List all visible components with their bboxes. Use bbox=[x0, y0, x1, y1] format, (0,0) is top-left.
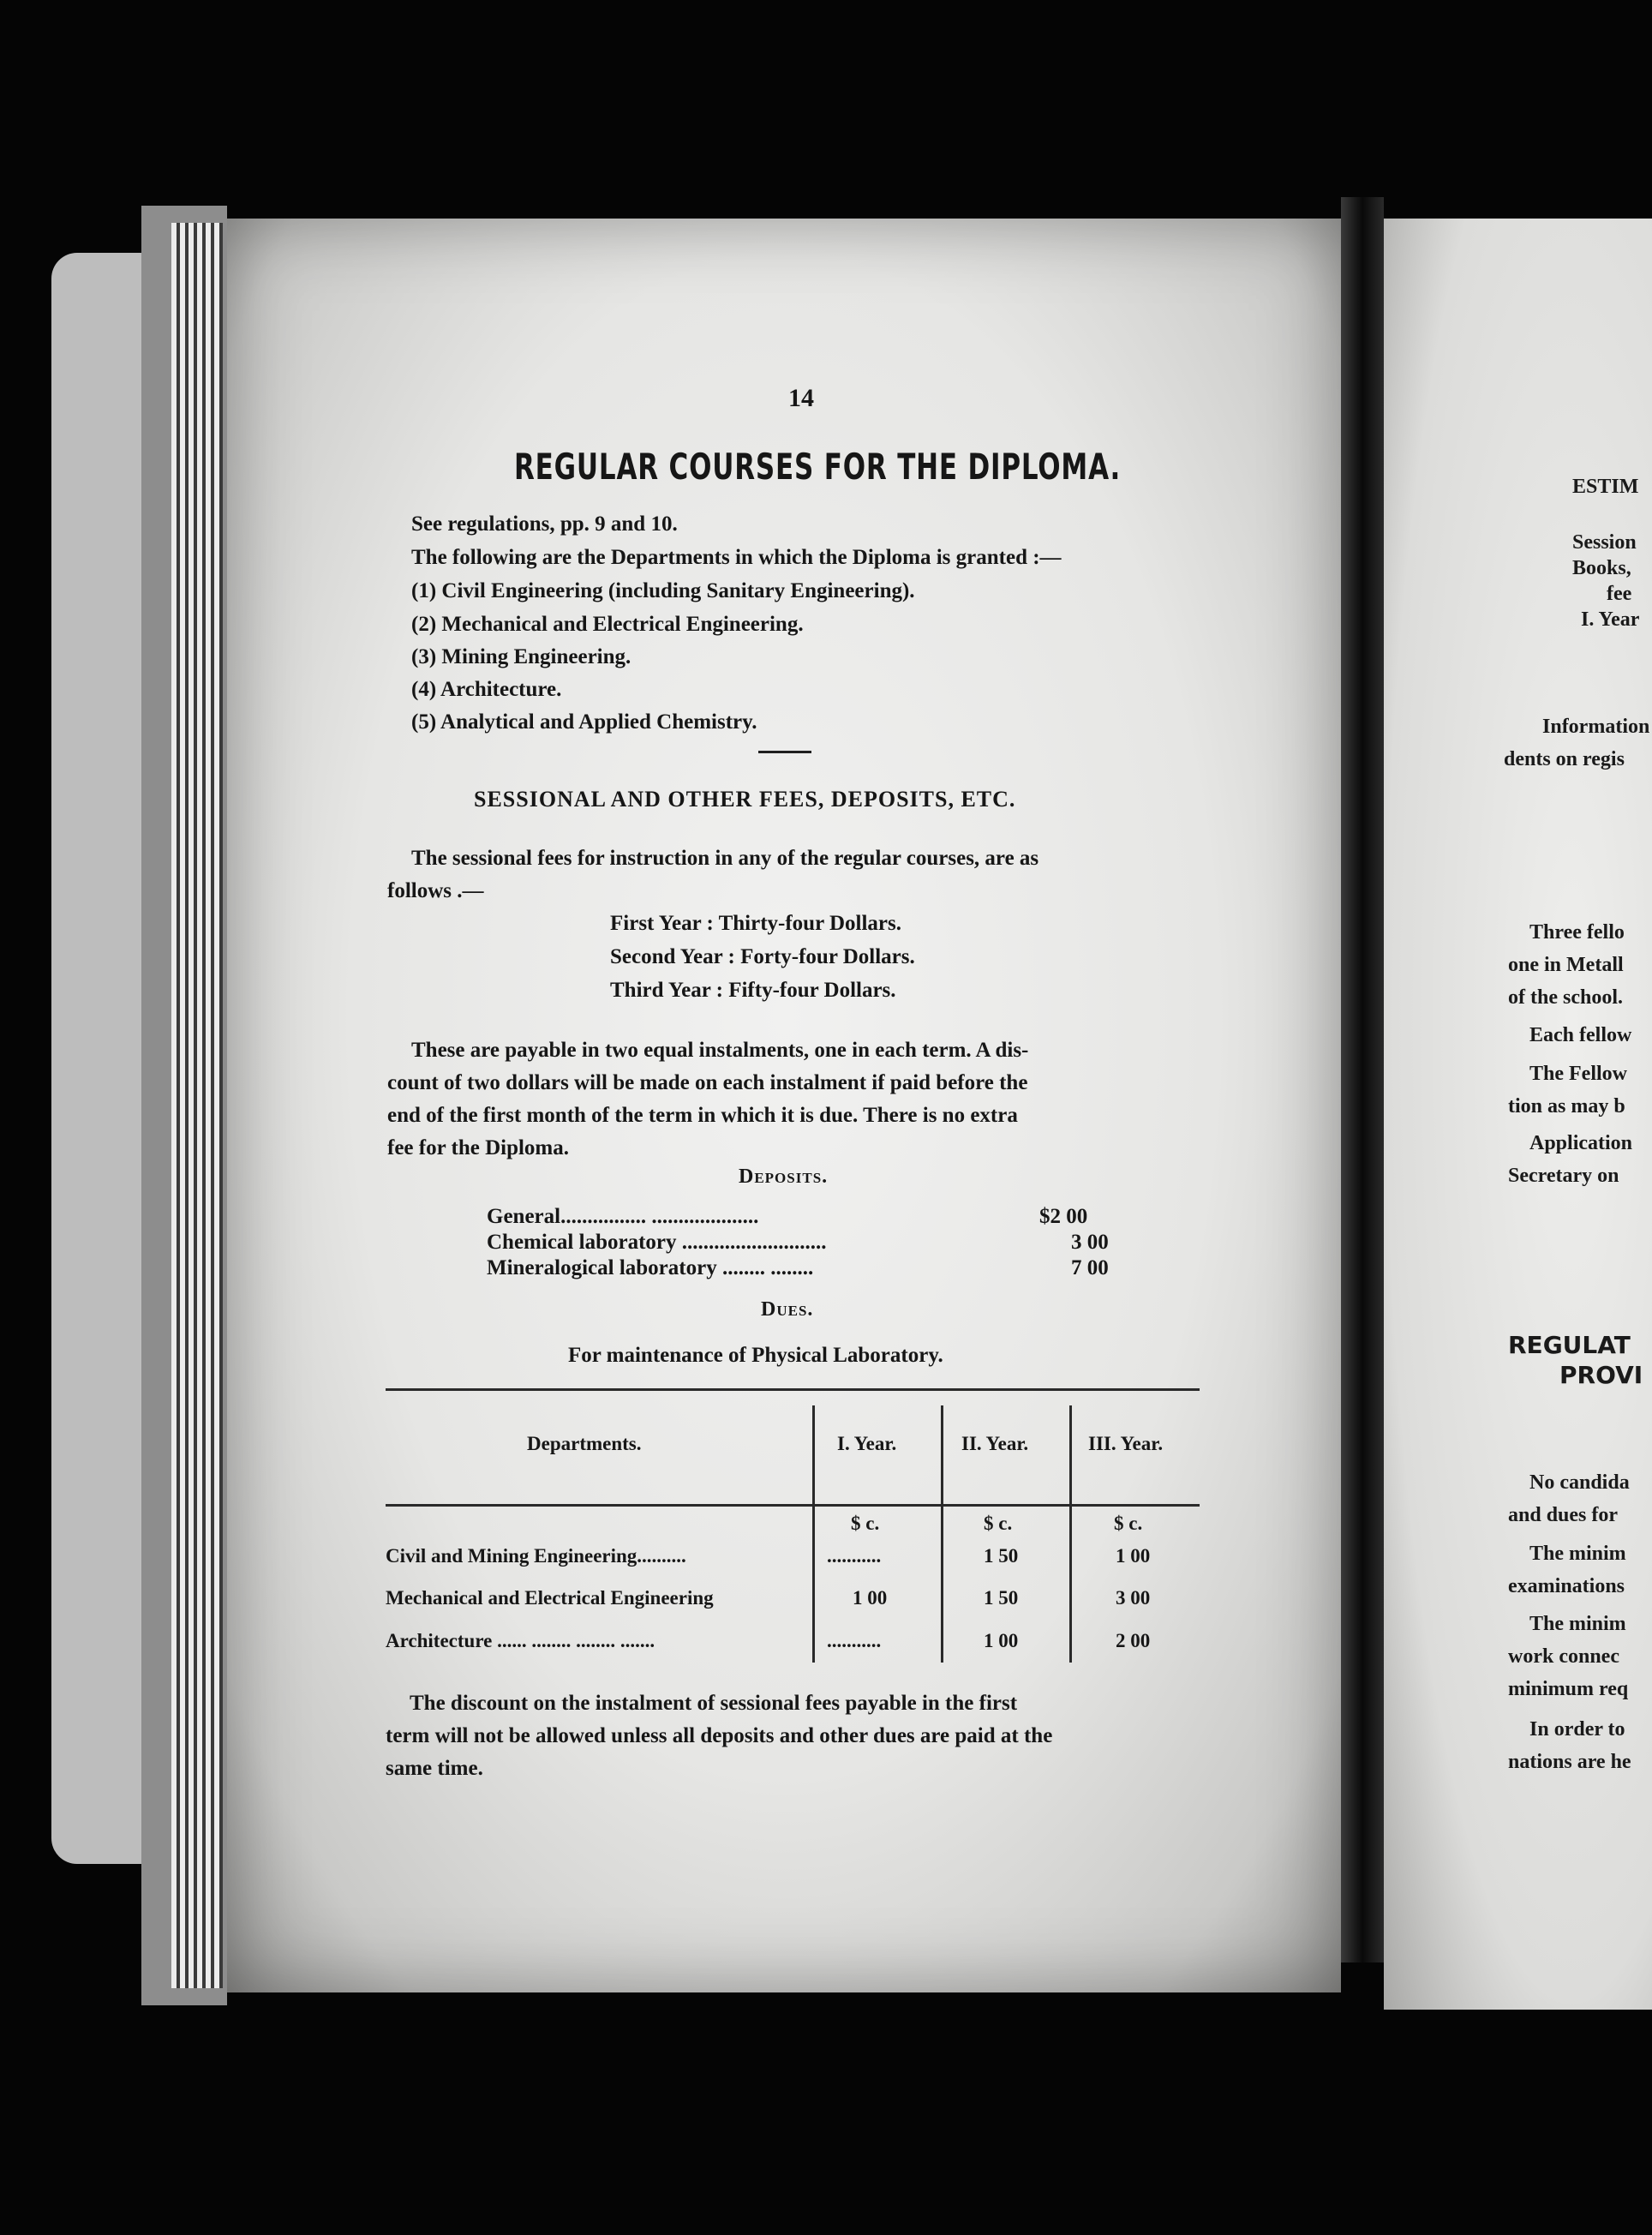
dues-heading: Dues. bbox=[761, 1298, 814, 1321]
book-gutter bbox=[1341, 197, 1384, 1962]
department-item: (2) Mechanical and Electrical Engineering. bbox=[411, 613, 804, 636]
table-cell: 1 00 bbox=[984, 1630, 1019, 1651]
page-number: 14 bbox=[788, 384, 814, 412]
table-row-department: Civil and Mining Engineering.......... bbox=[386, 1545, 686, 1567]
right-page-line: Three fello bbox=[1529, 921, 1625, 944]
book-edge bbox=[51, 253, 146, 1864]
table-header-departments: Departments. bbox=[527, 1433, 642, 1454]
deposit-label: Chemical laboratory ........................... bbox=[487, 1231, 827, 1254]
table-header-year-1: I. Year. bbox=[837, 1433, 897, 1454]
department-item: (1) Civil Engineering (including Sanitary Engineering). bbox=[411, 579, 915, 602]
deposits-heading: Deposits. bbox=[739, 1165, 829, 1188]
right-page-line: The Fellow bbox=[1529, 1063, 1627, 1085]
deposit-amount: 7 00 bbox=[1071, 1256, 1109, 1279]
table-top-rule bbox=[386, 1388, 1200, 1391]
regulations-note: See regulations, pp. 9 and 10. bbox=[411, 512, 678, 536]
discount-note-line: term will not be allowed unless all deposits and other dues are paid at the bbox=[386, 1724, 1053, 1747]
right-page-line: dents on regis bbox=[1504, 748, 1625, 770]
right-page-heading: REGULAT bbox=[1508, 1331, 1631, 1359]
year-fee: First Year : Thirty-four Dollars. bbox=[610, 912, 902, 935]
table-header-rule bbox=[386, 1504, 1200, 1507]
right-page-line: Secretary on bbox=[1508, 1165, 1619, 1187]
year-fee: Second Year : Forty-four Dollars. bbox=[610, 945, 915, 968]
right-page-line: Session bbox=[1572, 531, 1637, 554]
right-page-line: No candida bbox=[1529, 1471, 1630, 1494]
instalment-line: These are payable in two equal instalments, one in each term. A dis- bbox=[411, 1039, 1029, 1062]
dues-subheading: For maintenance of Physical Laboratory. bbox=[568, 1344, 943, 1367]
right-page-line: tion as may b bbox=[1508, 1095, 1625, 1118]
deposit-amount: 3 00 bbox=[1071, 1231, 1109, 1254]
right-page bbox=[1384, 219, 1652, 2010]
table-row-department: Architecture ...... ........ ........ ....... bbox=[386, 1630, 655, 1651]
table-column-divider bbox=[1069, 1405, 1072, 1663]
right-page-line: of the school. bbox=[1508, 986, 1623, 1009]
instalment-line: end of the first month of the term in which it is due. There is no extra bbox=[387, 1104, 1018, 1127]
right-page-line: In order to bbox=[1529, 1718, 1625, 1741]
fees-heading: SESSIONAL AND OTHER FEES, DEPOSITS, ETC. bbox=[474, 787, 1016, 812]
right-page-line: The minim bbox=[1529, 1543, 1626, 1565]
deposit-label: Mineralogical laboratory ........ ........ bbox=[487, 1256, 814, 1279]
right-page-line: Application bbox=[1529, 1132, 1633, 1154]
fees-intro-line: follows .— bbox=[387, 879, 484, 902]
short-divider bbox=[758, 751, 811, 753]
right-page-line: one in Metall bbox=[1508, 954, 1624, 976]
table-cell: ........... bbox=[827, 1545, 882, 1567]
table-cell: 3 00 bbox=[1116, 1587, 1151, 1609]
table-cell: 1 00 bbox=[1116, 1545, 1151, 1567]
table-column-divider bbox=[941, 1405, 943, 1663]
right-page-line: The minim bbox=[1529, 1613, 1626, 1635]
discount-note-line: The discount on the instalment of sessional fees payable in the first bbox=[410, 1692, 1018, 1715]
discount-note-line: same time. bbox=[386, 1757, 483, 1780]
fees-intro-line: The sessional fees for instruction in any of the regular courses, are as bbox=[411, 847, 1039, 870]
dues-table bbox=[386, 1388, 1200, 1671]
departments-intro: The following are the Departments in which the Diploma is granted :— bbox=[411, 546, 1062, 569]
table-column-divider bbox=[812, 1405, 815, 1663]
right-page-line: Books, bbox=[1572, 557, 1631, 579]
table-unit: $ c. bbox=[984, 1513, 1013, 1534]
deposit-amount: $2 00 bbox=[1039, 1205, 1088, 1228]
table-cell: 1 00 bbox=[853, 1587, 888, 1609]
right-page-line: work connec bbox=[1508, 1645, 1619, 1668]
table-unit: $ c. bbox=[1114, 1513, 1143, 1534]
table-cell: ........... bbox=[827, 1630, 882, 1651]
right-page-line: fee bbox=[1607, 583, 1632, 605]
table-header-year-2: II. Year. bbox=[961, 1433, 1029, 1454]
right-page-line: examinations bbox=[1508, 1575, 1625, 1597]
year-fee: Third Year : Fifty-four Dollars. bbox=[610, 979, 896, 1002]
right-page-line: Information bbox=[1542, 716, 1650, 738]
department-item: (5) Analytical and Applied Chemistry. bbox=[411, 710, 757, 734]
page-title: REGULAR COURSES FOR THE DIPLOMA. bbox=[514, 446, 1122, 488]
right-page-line: and dues for bbox=[1508, 1504, 1619, 1526]
table-cell: 1 50 bbox=[984, 1545, 1019, 1567]
page-stack bbox=[171, 223, 223, 1988]
table-unit: $ c. bbox=[851, 1513, 880, 1534]
deposit-label: General................ .................... bbox=[487, 1205, 759, 1228]
department-item: (3) Mining Engineering. bbox=[411, 645, 631, 668]
right-page-line: I. Year bbox=[1581, 608, 1640, 631]
table-cell: 2 00 bbox=[1116, 1630, 1151, 1651]
instalment-line: count of two dollars will be made on each instalment if paid before the bbox=[387, 1071, 1028, 1094]
right-page-line: Each fellow bbox=[1529, 1024, 1632, 1046]
table-cell: 1 50 bbox=[984, 1587, 1019, 1609]
right-page-line: nations are he bbox=[1508, 1751, 1631, 1773]
table-header-year-3: III. Year. bbox=[1088, 1433, 1164, 1454]
right-page-heading: PROVI bbox=[1559, 1361, 1643, 1389]
right-page-line: minimum req bbox=[1508, 1678, 1629, 1700]
table-row-department: Mechanical and Electrical Engineering bbox=[386, 1587, 714, 1609]
right-page-line: ESTIM bbox=[1572, 476, 1639, 498]
department-item: (4) Architecture. bbox=[411, 678, 562, 701]
instalment-line: fee for the Diploma. bbox=[387, 1136, 569, 1159]
